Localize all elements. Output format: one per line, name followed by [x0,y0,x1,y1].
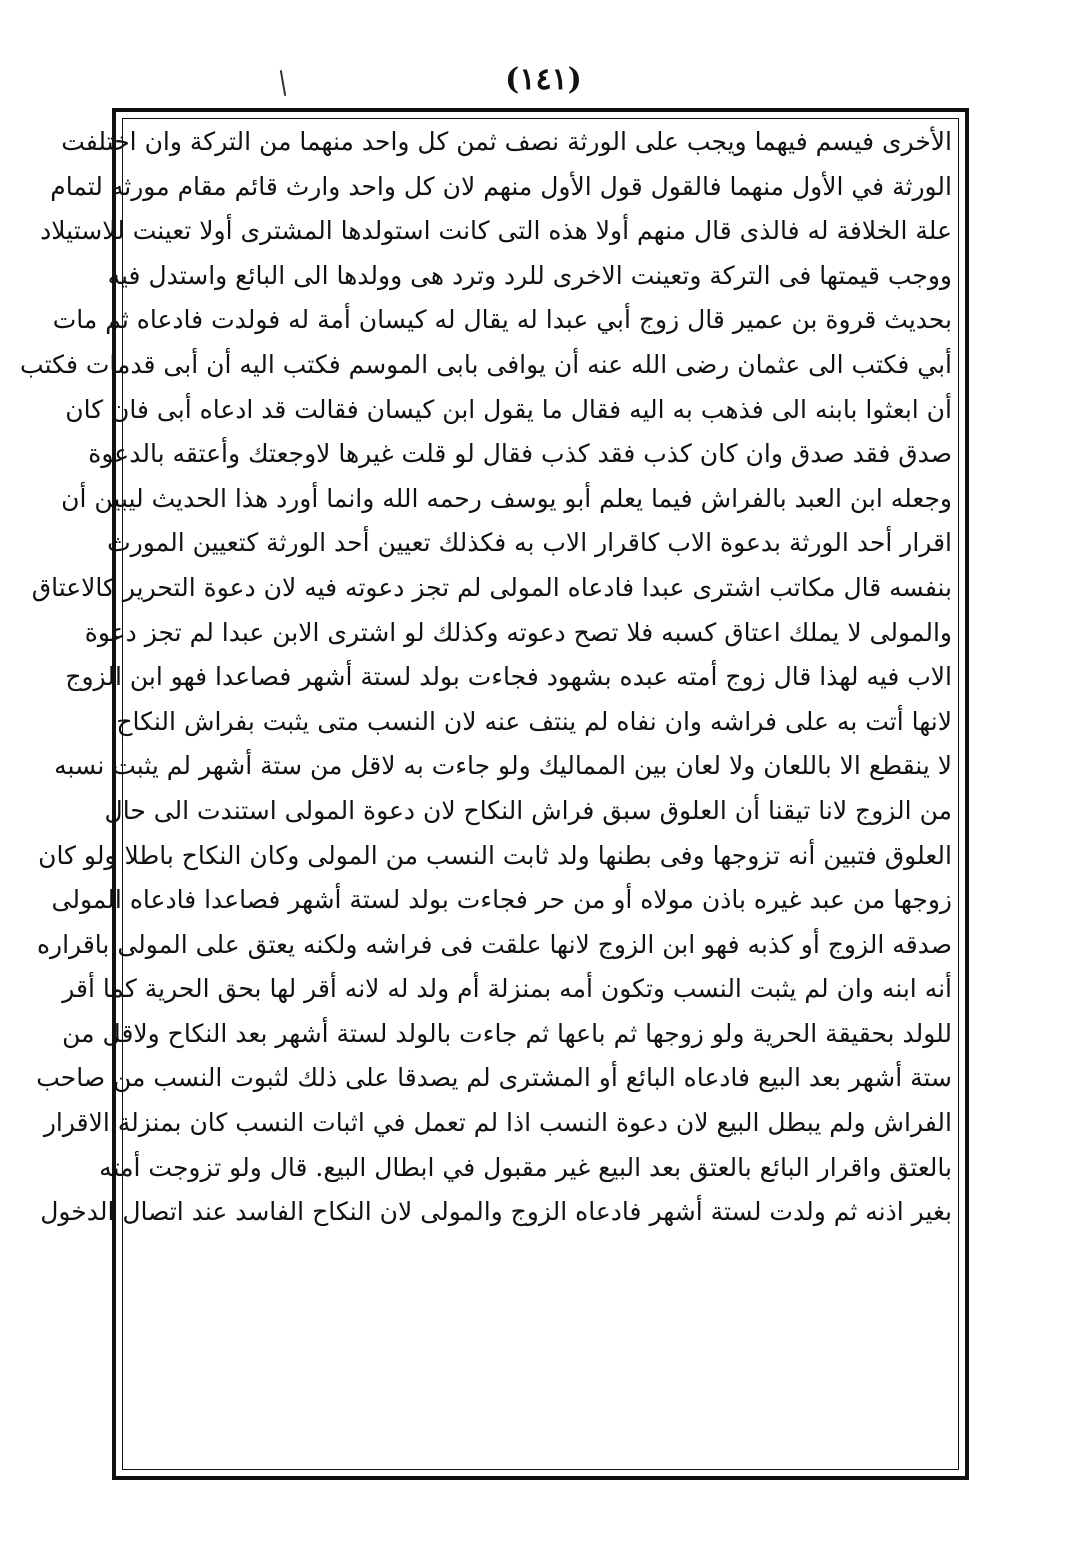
text-line: بنفسه قال مكاتب اشترى عبدا فادعاه المولى لم تجز دعوته فيه لان دعوة التحرير كالاعتاق [31,572,952,602]
text-body [20,120,952,1235]
text-line: بغير اذنه ثم ولدت لستة أشهر فادعاه الزوج والمولى لان النكاح الفاسد عند اتصال الدخول [40,1197,952,1227]
text-line: الاب فيه لهذا قال زوج أمته عبده بشهود فجاءت بولد لستة أشهر فصاعدا فهو ابن الزوج [65,662,952,692]
text-line: وجعله ابن العبد بالفراش فيما يعلم أبو يوسف رحمه الله وانما أورد هذا الحديث ليبين أن [61,483,952,513]
text-line: ستة أشهر بعد البيع فادعاه البائع أو المشترى لم يصدقا على ذلك لثبوت النسب من صاحب [36,1063,952,1093]
text-line: لا ينقطع الا باللعان ولا لعان بين المماليك ولو جاءت به لاقل من ستة أشهر لم يثبت نسبه [54,751,952,781]
text-line: أبي فكتب الى عثمان رضى الله عنه أن يوافى بابى الموسم فكتب اليه أن أبى قدمات فكتب [20,349,952,379]
text-line: الفراش ولم يبطل البيع لان دعوة النسب اذا لم تعمل في اثبات النسب كان بمنزلة الاقرار [43,1108,952,1138]
text-line: أنه ابنه وان لم يثبت النسب وتكون أمه بمنزلة أم ولد له لانه أقر لها بحق الحرية كما أقر [62,974,952,1004]
text-line: صدق فقد صدق وان كان كذب فقد كذب فقال لو قلت غيرها لاوجعتك وأعتقه بالدعوة [88,439,952,469]
text-line: من الزوج لانا تيقنا أن العلوق سبق فراش النكاح لان دعوة المولى استندت الى حال [104,795,952,825]
text-line: صدقه الزوج أو كذبه فهو ابن الزوج لانها علقت فى فراشه ولكنه يعتق على المولى باقراره [36,929,952,959]
page-number: (١٤١) [505,62,582,97]
text-line: بحديث قروة بن عمير قال زوج أبي عبدا له يقال له كيسان أمة له فولدت فادعاه ثم مات [52,305,952,335]
text-line: الأخرى فيسم فيهما ويجب على الورثة نصف ثمن كل واحد منهما من التركة وان اختلفت [61,127,952,156]
text-line: الورثة في الأول منهما فالقول قول الأول منهم لان كل واحد وارث قائم مقام مورثه لتمام [50,171,952,201]
text-line: زوجها من عبد غيره باذن مولاه أو من حر فجاءت بولد لستة أشهر فصاعدا فادعاه المولى [51,885,952,915]
text-line: بالعتق واقرار البائع بالعتق بعد البيع غير مقبول في ابطال البيع. قال ولو تزوجت أمته [99,1152,952,1182]
text-line: ووجب قيمتها فى التركة وتعينت الاخرى للرد وترد هى وولدها الى البائع واستدل فيه [107,260,952,290]
text-line: أن ابعثوا بابنه الى فذهب به اليه فقال ما يقول ابن كيسان فقالت قد ادعاه أبى فان كان [65,394,952,424]
text-line: علة الخلافة له فالذى قال منهم أولا هذه التى كانت استولدها المشترى أولا تعينت للاستيلاد [40,216,952,246]
text-line: لانها أتت به على فراشه وان نفاه لم ينتف عنه لان النسب متى يثبت بفراش النكاح [116,706,952,736]
text-line: والمولى لا يملك اعتاق كسبه فلا تصح دعوته وكذلك لو اشترى الابن عبدا لم تجز دعوة [84,617,952,647]
text-line: للولد بحقيقة الحرية ولو زوجها ثم باعها ثم جاءت بالولد لستة أشهر بعد النكاح ولاقل من [62,1018,952,1048]
text-line: العلوق فتبين أنه تزوجها وفى بطنها ولد ثابت النسب من المولى وكان النكاح باطلا ولو كان [38,840,952,870]
text-line: اقرار أحد الورثة بدعوة الاب كاقرار الاب به فكذلك تعيين أحد الورثة كتعيين المورث [107,528,952,558]
